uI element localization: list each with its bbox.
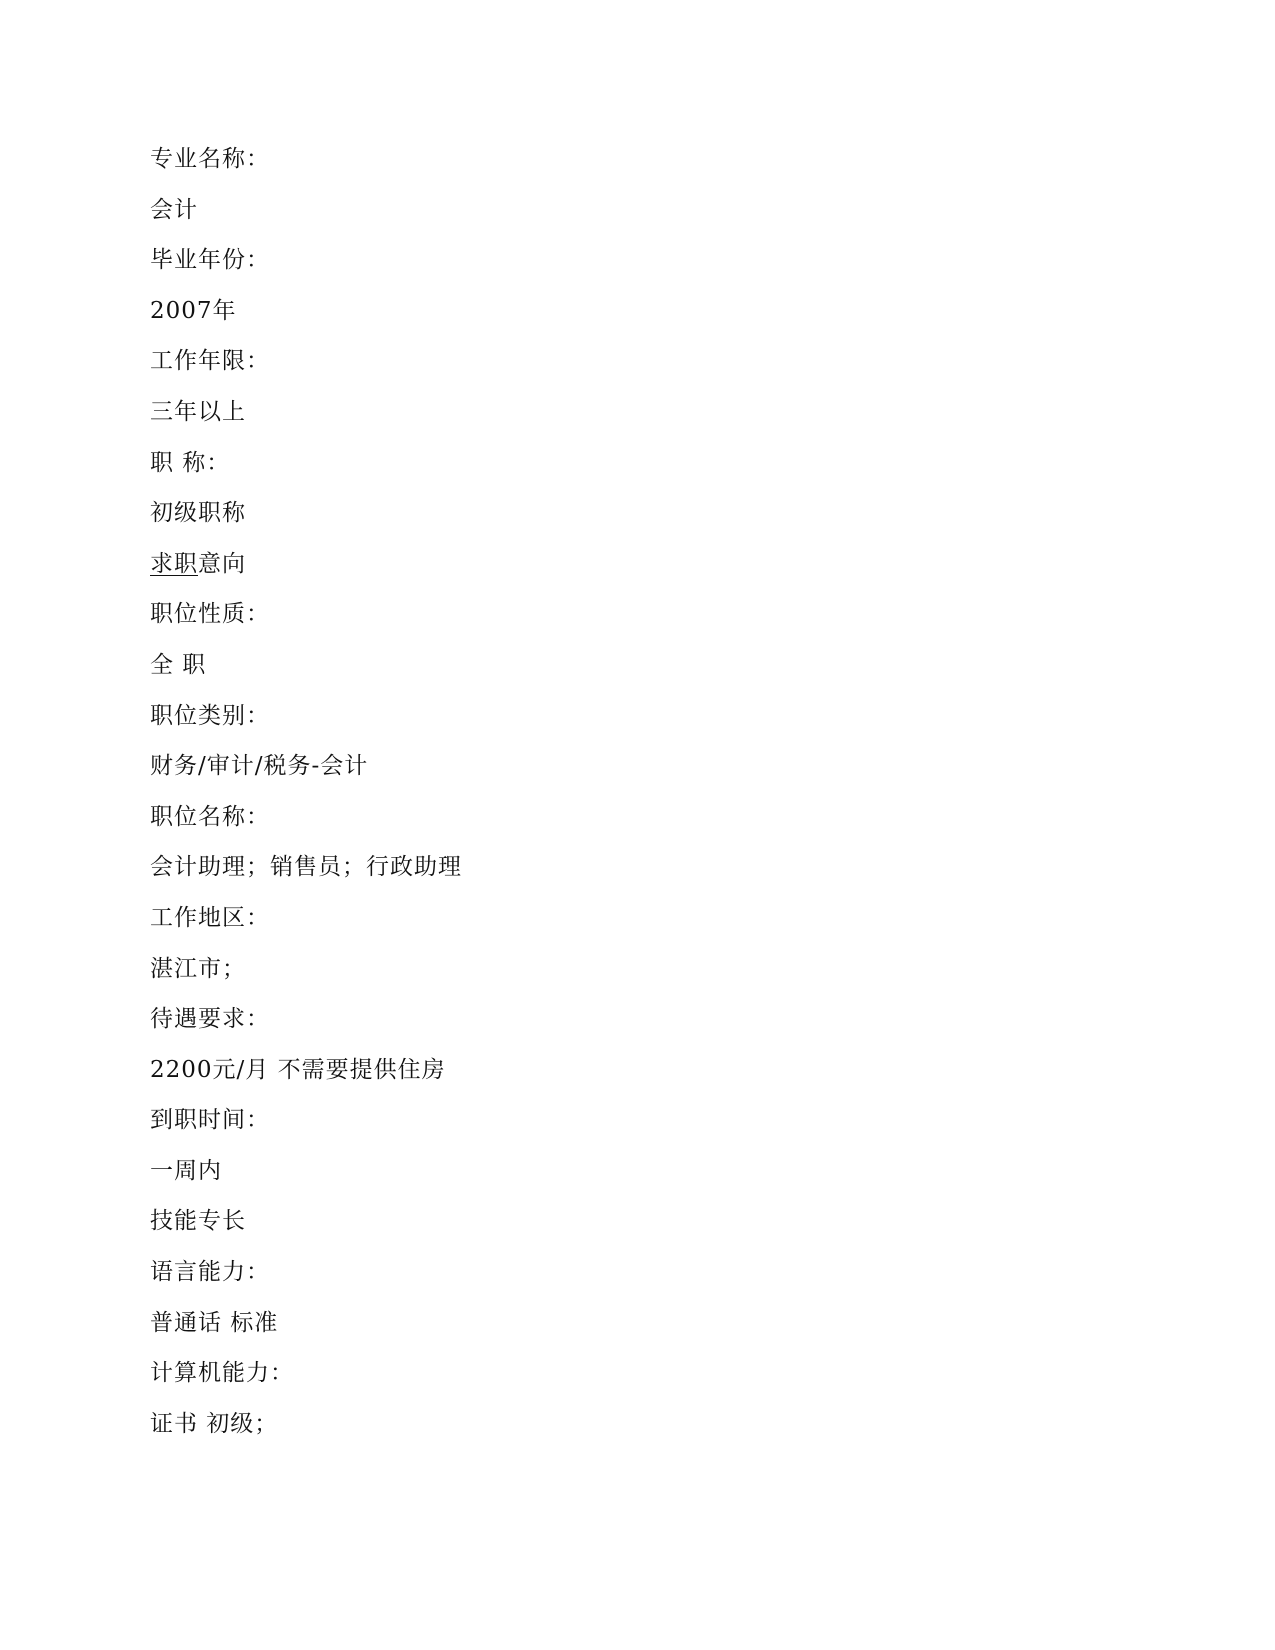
field-label-start-time: 到职时间： [150, 1107, 270, 1134]
section-heading-job-intention-underlined: 求职 [150, 550, 198, 577]
field-value-work-area: 湛江市； [150, 955, 246, 982]
section-heading-job-intention [150, 547, 1150, 598]
field-value-graduation-year: 2007年 [150, 297, 237, 324]
section-heading-skills: 技能专长 [150, 1208, 246, 1235]
field-label-job-category: 职位类别： [150, 702, 270, 729]
field-label-job-type: 职位性质： [150, 601, 270, 628]
field-value-salary: 2200元/月 不需要提供住房 [150, 1056, 446, 1083]
document-body [150, 142, 1150, 1457]
field-label-work-area: 工作地区： [150, 904, 270, 931]
section-heading-job-intention-rest: 意向 [198, 550, 246, 577]
field-value-job-type: 全 职 [150, 651, 207, 678]
field-value-work-years: 三年以上 [150, 398, 246, 425]
field-value-language: 普通话 标准 [150, 1309, 279, 1336]
field-value-job-category: 财务/审计/税务-会计 [150, 753, 369, 780]
field-label-title: 职 称： [150, 449, 231, 476]
field-value-computer: 证书 初级； [150, 1410, 279, 1437]
field-value-job-name: 会计助理；销售员；行政助理 [150, 854, 462, 881]
field-value-major: 会计 [150, 196, 198, 223]
field-label-salary: 待遇要求： [150, 1006, 270, 1033]
field-label-computer: 计算机能力： [150, 1360, 294, 1387]
field-label-major: 专业名称： [150, 146, 270, 172]
field-value-start-time: 一周内 [150, 1157, 222, 1184]
field-label-job-name: 职位名称： [150, 803, 270, 830]
field-label-graduation-year: 毕业年份： [150, 247, 270, 274]
field-value-title: 初级职称 [150, 500, 246, 527]
field-label-work-years: 工作年限： [150, 348, 270, 375]
field-label-language: 语言能力： [150, 1259, 270, 1286]
